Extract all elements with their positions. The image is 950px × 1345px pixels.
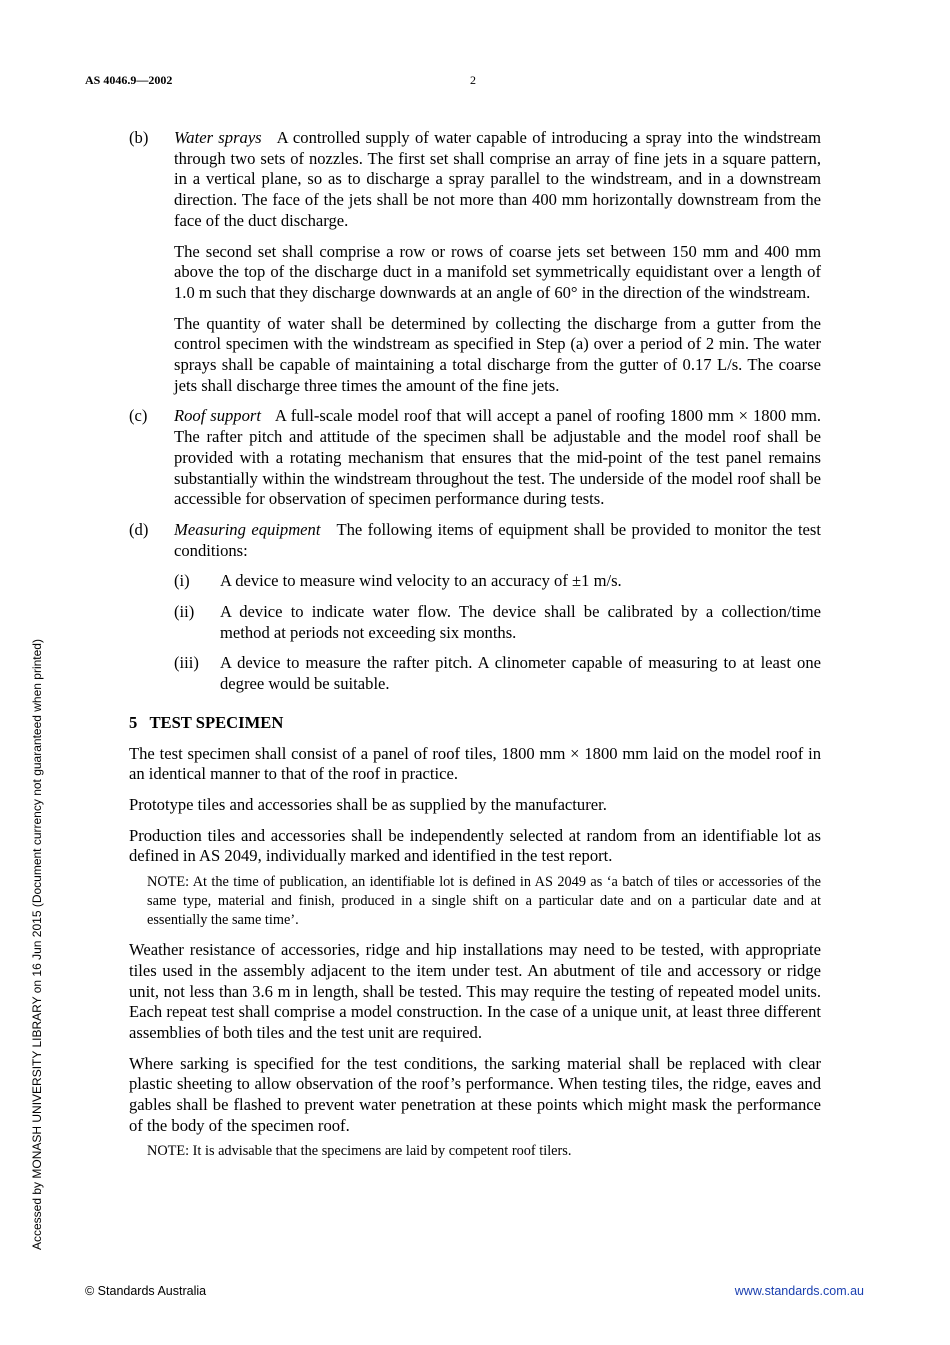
item-title: Roof support [174, 406, 261, 426]
copyright: © Standards Australia [85, 1284, 207, 1298]
sub-item-label: (i) [174, 571, 190, 591]
document-id: AS 4046.9—2002 [85, 73, 173, 87]
list-item-b [129, 128, 821, 232]
paragraph-b-2: The second set shall comprise a row or rows of coarse jets set between 150 mm and 400 mm above the top of the discharge duct in a manifold set symmetrically equidistant over a length of 1.0 m such that they discharge downwards at an angle of 60° in the direction of the windstream. [174, 241, 821, 302]
note-competent-tilers: NOTE: It is advisable that the specimens are laid by competent roof tilers. [147, 1143, 572, 1160]
sub-item-ii [129, 602, 821, 643]
list-item-d [129, 520, 821, 561]
item-label: (c) [129, 406, 148, 426]
item-text: A full-scale model roof that will accept a panel of roofing 1800 mm × 1800 mm. The rafter pitch and attitude of the specimen shall be adjustable and the model roof shall be provided with a rotating mechanism that ensures that the mid-point of the test panel remains substantially within the windstream throughout the test. The underside of the model roof shall be accessible for observation of specimen performance during tests. [174, 406, 822, 509]
sub-item-iii [129, 653, 821, 694]
page-number: 2 [470, 73, 476, 87]
sub-item-label: (iii) [174, 653, 199, 673]
sub-item-i [129, 571, 821, 592]
item-title: Measuring equipment [174, 519, 321, 539]
item-label: (d) [129, 519, 149, 539]
list-item-c [129, 406, 821, 510]
item-text: A controlled supply of water capable of introducing a spray into the windstream through two sets of nozzles. The first set shall comprise an array of fine jets in a square pattern, in a vertical plane, so as to discharge a spray parallel to the windstream, and in a downstream direction. The face of the jets shall be not more than 400 mm horizontally downstream from the face of the duct discharge. [174, 128, 822, 230]
section-paragraph-2: Prototype tiles and accessories shall be as supplied by the manufacturer. [129, 794, 607, 814]
sub-item-text: A device to indicate water flow. The device shall be calibrated by a collection/time method at periods not exceeding six months. [220, 602, 821, 642]
item-text: The following items of equipment shall be provided to monitor the test conditions: [174, 519, 821, 560]
item-paragraph [174, 128, 821, 232]
section-paragraph-4: Weather resistance of accessories, ridge and hip installations may need to be tested, with appropriate tiles used in the assembly adjacent to the item under test. An abutment of tile and accessory or ridge unit, not less than 3.6 m in length, shall be tested. This may require the testing of repeated model units. Each repeat test shall comprise a model construction. In the case of a unique unit, at least three different assemblies of both tiles and the test unit are required. [129, 940, 821, 1042]
section-paragraph-3: Production tiles and accessories shall be independently selected at random from an identifiable lot as defined in AS 2049, individually marked and identified in the test report. [129, 825, 821, 866]
section-paragraph-5: Where sarking is specified for the test conditions, the sarking material shall be replaced with clear plastic sheeting to allow observation of the roof’s performance. When testing tiles, the ridge, eaves and gables shall be flashed to prevent water penetration at these points which might mask the performance of the body of the specimen roof. [129, 1053, 821, 1135]
note-lot-definition: NOTE: At the time of publication, an identifiable lot is defined in AS 2049 as ‘a batch of tiles or accessories of the same type, material and finish, produced in a single shift on a particular date and on a particular date and at essentially the same time’. [147, 874, 821, 929]
document-body [129, 128, 821, 1161]
item-label: (b) [129, 128, 149, 147]
item-title: Water sprays [174, 128, 262, 147]
item-paragraph [174, 406, 821, 510]
sub-item-label: (ii) [174, 602, 195, 622]
section-heading: 5 TEST SPECIMEN [129, 712, 284, 732]
access-watermark: Accessed by MONASH UNIVERSITY LIBRARY on 16 Jun 2015 (Document currency not guaranteed when printed) [30, 639, 44, 1250]
item-paragraph [174, 520, 821, 561]
website-link[interactable]: www.standards.com.au [734, 1284, 864, 1298]
section-paragraph-1: The test specimen shall consist of a panel of roof tiles, 1800 mm × 1800 mm laid on the model roof in an identical manner to that of the roof in practice. [129, 743, 821, 784]
paragraph-b-3: The quantity of water shall be determined by collecting the discharge from a gutter from the control specimen with the windstream as specified in Step (a) over a period of 2 min. The water sprays shall be capable of maintaining a total discharge from the gutter of 0.17 L/s. The coarse jets shall discharge three times the amount of the fine jets. [174, 313, 821, 395]
sub-item-text: A device to measure wind velocity to an accuracy of ±1 m/s. [220, 571, 622, 591]
sub-item-text: A device to measure the rafter pitch. A clinometer capable of measuring to at least one degree would be suitable. [220, 653, 821, 694]
